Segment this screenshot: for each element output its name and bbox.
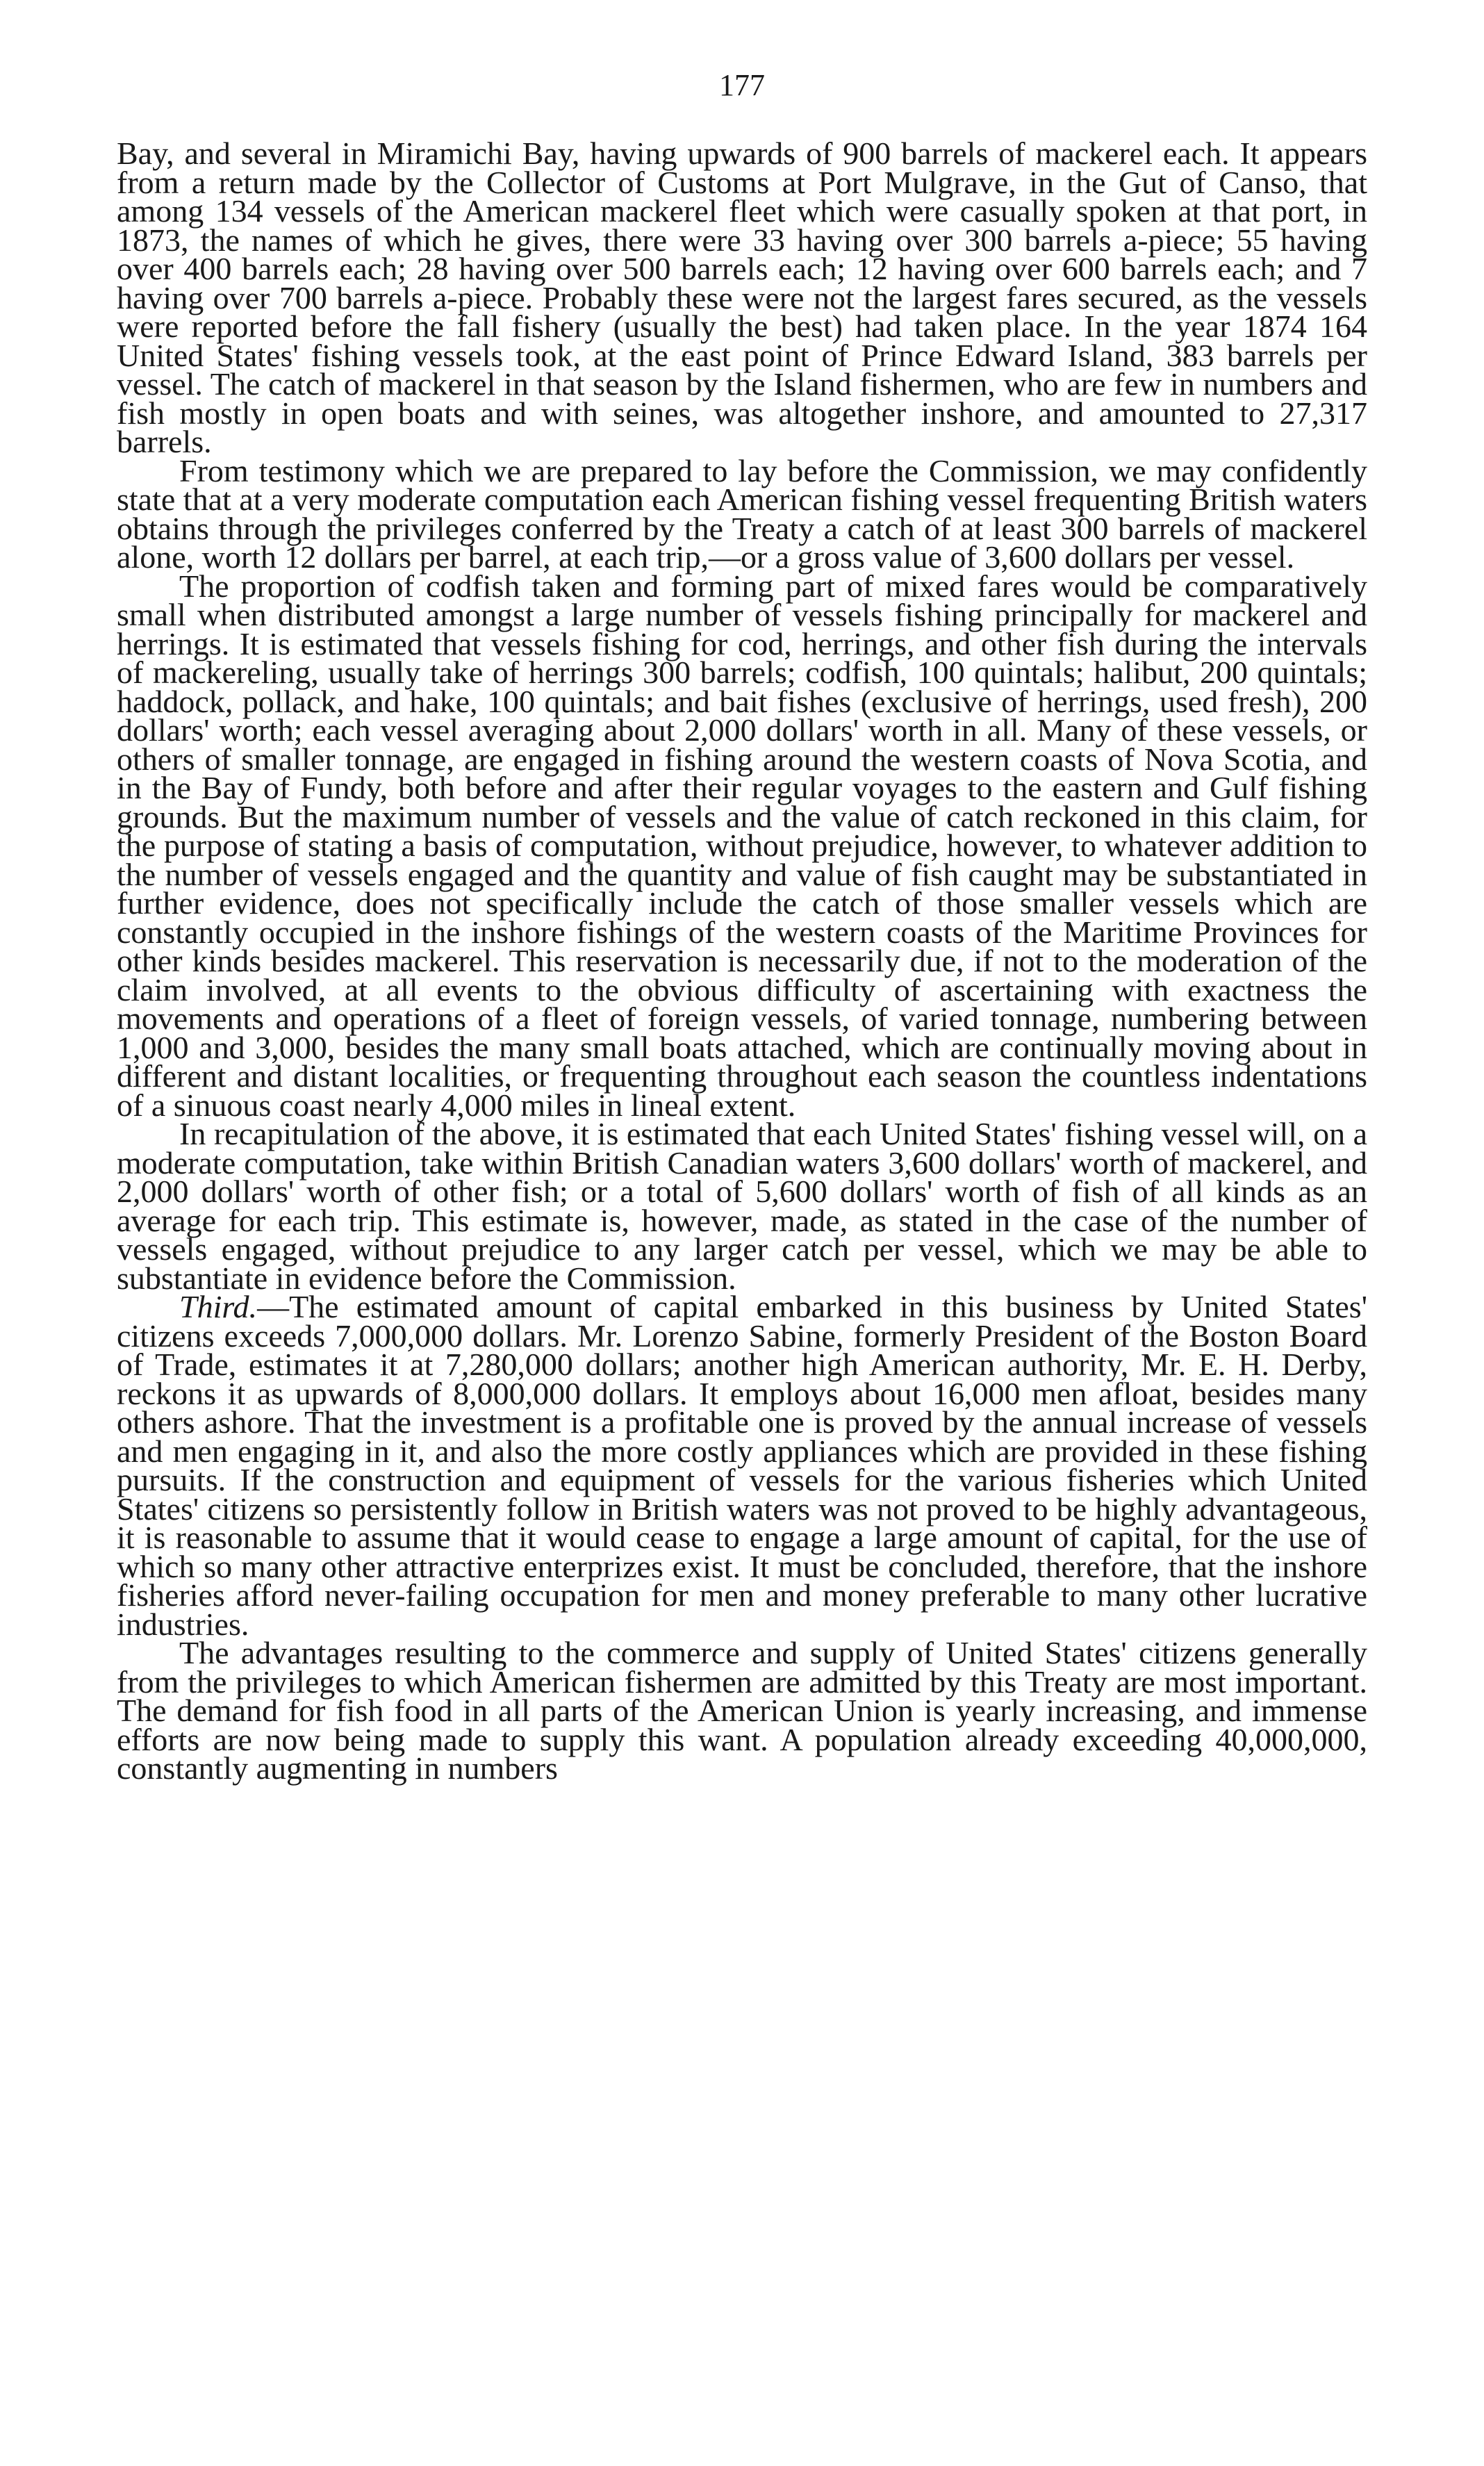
section-lead-third: Third. (179, 1289, 258, 1324)
body-text (117, 135, 1367, 1786)
paragraph-1: Bay, and several in Miramichi Bay, having upwards of 900 barrels of mackerel each. It appears from a return made by the Collector of Customs at Port Mulgrave, in the Gut of Canso, that among 134 vessels of the American mackerel fleet which were casually spoken at that port, in 1873, the names of which he gives, there were 33 having over 300 barrels a-piece; 55 having over 400 barrels each; 28 having over 500 barrels each; 12 having over 600 barrels each; and 7 having over 700 barrels a-piece. Probably these were not the largest fares secured, as the vessels were reported before the fall fishery (usually the best) had taken place. In the year 1874 164 United States' fishing vessels took, at the east point of Prince Edward Island, 383 barrels per vessel. The catch of mackerel in that season by the Island fishermen, who are few in numbers and fish mostly in open boats and with seines, was altogether inshore, and amounted to 27,317 barrels. (117, 135, 1367, 459)
paragraph-5 (117, 1289, 1367, 1642)
paragraph-3: The proportion of codfish taken and forming part of mixed fares would be comparatively small when distributed amongst a large number of vessels fishing principally for mackerel and herrings. It is estimated that vessels fishing for cod, herrings, and other fish during the intervals of mackereling, usually take of herrings 300 barrels; codfish, 100 quintals; halibut, 200 quintals; haddock, pollack, and hake, 100 quintals; and bait fishes (exclusive of herrings, used fresh), 200 dollars' worth; each vessel averaging about 2,000 dollars' worth in all. Many of these vessels, or others of smaller tonnage, are engaged in fishing around the western coasts of Nova Scotia, and in the Bay of Fundy, both before and after their regular voyages to the eastern and Gulf fishing grounds. But the maximum number of vessels and the value of catch reckoned in this claim, for the purpose of stating a basis of computation, without prejudice, however, to whatever addition to the number of vessels engaged and the quantity and value of fish caught may be substantiated in further evidence, does not specifically include the catch of those smaller vessels which are constantly occupied in the inshore fishings of the western coasts of the Maritime Provinces for other kinds besides mackerel. This reservation is necessarily due, if not to the moderation of the claim involved, at all events to the obvious difficulty of ascertaining with exactness the movements and operations of a fleet of foreign vessels, of varied tonnage, numbering between 1,000 and 3,000, besides the many small boats attached, which are continually moving about in different and distant localities, or frequenting throughout each season the countless indentations of a sinuous coast nearly 4,000 miles in lineal extent. (117, 568, 1367, 1123)
paragraph-5-text: —The estimated amount of capital embarked in this business by United States' citizens exceeds 7,000,000 dollars. Mr. Lorenzo Sabine, formerly President of the Boston Board of Trade, estimates it at 7,280,000 dollars; another high American authority, Mr. E. H. Derby, reckons it as upwards of 8,000,000 dollars. It employs about 16,000 men afloat, besides many others ashore. That the investment is a profitable one is proved by the annual increase of vessels and men engaging in it, and also the more costly appliances which are provided in these fishing pursuits. If the construction and equipment of vessels for the various fisheries which United States' citizens so persistently follow in British waters was not proved to be highly advantageous, it is reasonable to assume that it would cease to engage a large amount of capital, for the use of which so many other attractive enterprizes exist. It must be concluded, therefore, that the inshore fisheries afford never-failing occupation for men and money preferable to many other lucrative industries. (117, 1289, 1367, 1642)
paragraph-2: From testimony which we are prepared to lay before the Commission, we may confidently state that at a very moderate computation each American fishing vessel frequenting British waters obtains through the privileges conferred by the Treaty a catch of at least 300 barrels of mackerel alone, worth 12 dollars per barrel, at each trip,—or a gross value of 3,600 dollars per vessel. (117, 452, 1367, 575)
page-number: 177 (719, 68, 765, 102)
paragraph-6: The advantages resulting to the commerce and supply of United States' citizens generally from the privileges to which American fishermen are admitted by this Treaty are most important. The demand for fish food in all parts of the American Union is yearly increasing, and immense efforts are now being made to supply this want. A population already exceeding 40,000,000, constantly augmenting in numbers (117, 1635, 1367, 1786)
paragraph-4: In recapitulation of the above, it is estimated that each United States' fishing vessel will, on a moderate computation, take within British Canadian waters 3,600 dollars' worth of mackerel, and 2,000 dollars' worth of other fish; or a total of 5,600 dollars' worth of fish of all kinds as an average for each trip. This estimate is, however, made, as stated in the case of the number of vessels engaged, without prejudice to any larger catch per vessel, which we may be able to substantiate in evidence before the Commission. (117, 1116, 1367, 1296)
